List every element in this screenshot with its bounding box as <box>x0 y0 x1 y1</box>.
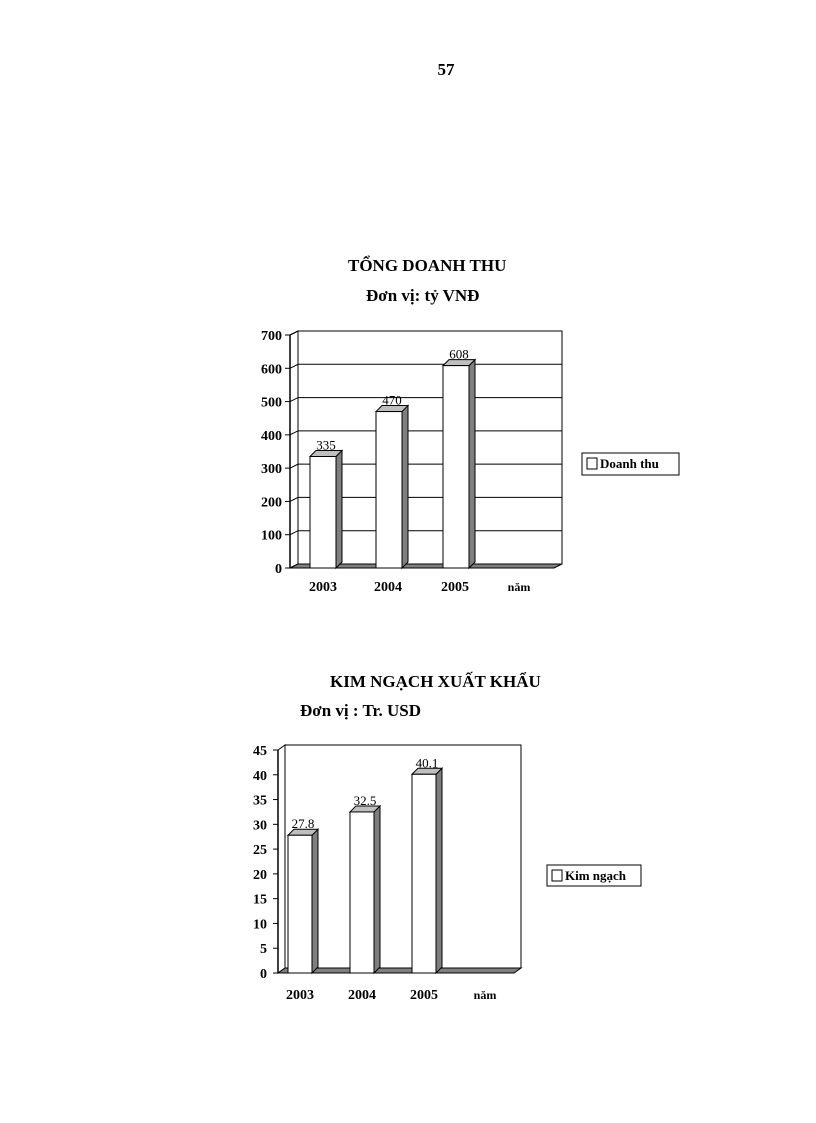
legend-label: Kim ngạch <box>565 868 627 883</box>
export-chart <box>240 735 700 1015</box>
revenue-chart <box>240 320 700 600</box>
x-tick-label: năm <box>507 580 531 594</box>
y-tick-label: 30 <box>253 818 267 834</box>
bar-side <box>312 829 318 973</box>
legend-label: Doanh thu <box>600 456 659 471</box>
bar <box>412 774 436 973</box>
y-tick-label: 100 <box>261 528 282 544</box>
bar <box>288 835 312 973</box>
y-tick-label: 10 <box>253 917 267 933</box>
y-tick-label: 400 <box>261 428 282 444</box>
data-label: 608 <box>449 346 469 362</box>
data-label: 470 <box>382 392 402 408</box>
y-tick-label: 0 <box>260 967 267 982</box>
y-tick-label: 500 <box>261 395 282 411</box>
chart-title: KIM NGẠCH XUẤT KHẨU <box>330 672 541 691</box>
data-label: 27.8 <box>291 816 315 832</box>
x-tick-label: 2004 <box>348 988 376 1003</box>
bar-side <box>402 406 408 568</box>
y-tick-label: 300 <box>261 462 282 478</box>
data-label: 335 <box>316 437 336 453</box>
bar-side <box>469 360 475 568</box>
y-tick-label: 20 <box>253 867 267 883</box>
legend-swatch <box>552 870 562 881</box>
x-tick-label: năm <box>473 988 497 1002</box>
bar-side <box>436 768 442 973</box>
bar <box>350 812 374 973</box>
side-wall <box>278 745 285 973</box>
y-tick-label: 5 <box>260 942 267 958</box>
y-tick-label: 600 <box>261 362 282 378</box>
legend-swatch <box>587 458 597 469</box>
x-tick-label: 2005 <box>410 988 438 1003</box>
chart-subtitle: Đơn vị: tỷ VNĐ <box>366 286 480 305</box>
y-tick-label: 25 <box>253 843 267 859</box>
y-tick-label: 35 <box>253 793 267 809</box>
page-number: 57 <box>437 60 455 79</box>
chart-subtitle: Đơn vị : Tr. USD <box>300 701 422 720</box>
y-tick-label: 15 <box>253 892 267 908</box>
x-tick-label: 2003 <box>286 988 314 1003</box>
x-tick-label: 2003 <box>309 580 337 595</box>
y-tick-label: 200 <box>261 495 282 511</box>
x-tick-label: 2004 <box>374 580 402 595</box>
data-label: 40.1 <box>415 755 439 771</box>
bar-side <box>374 806 380 973</box>
y-tick-label: 40 <box>253 768 267 784</box>
bar <box>443 366 469 568</box>
y-tick-label: 700 <box>261 329 282 344</box>
x-tick-label: 2005 <box>441 580 469 595</box>
bar <box>310 456 336 568</box>
bar-side <box>336 450 342 568</box>
data-label: 32.5 <box>353 792 377 808</box>
plot-area <box>285 745 521 968</box>
bar <box>376 412 402 568</box>
y-tick-label: 45 <box>253 744 267 759</box>
chart-title: TỔNG DOANH THU <box>348 256 507 275</box>
y-tick-label: 0 <box>275 562 282 577</box>
